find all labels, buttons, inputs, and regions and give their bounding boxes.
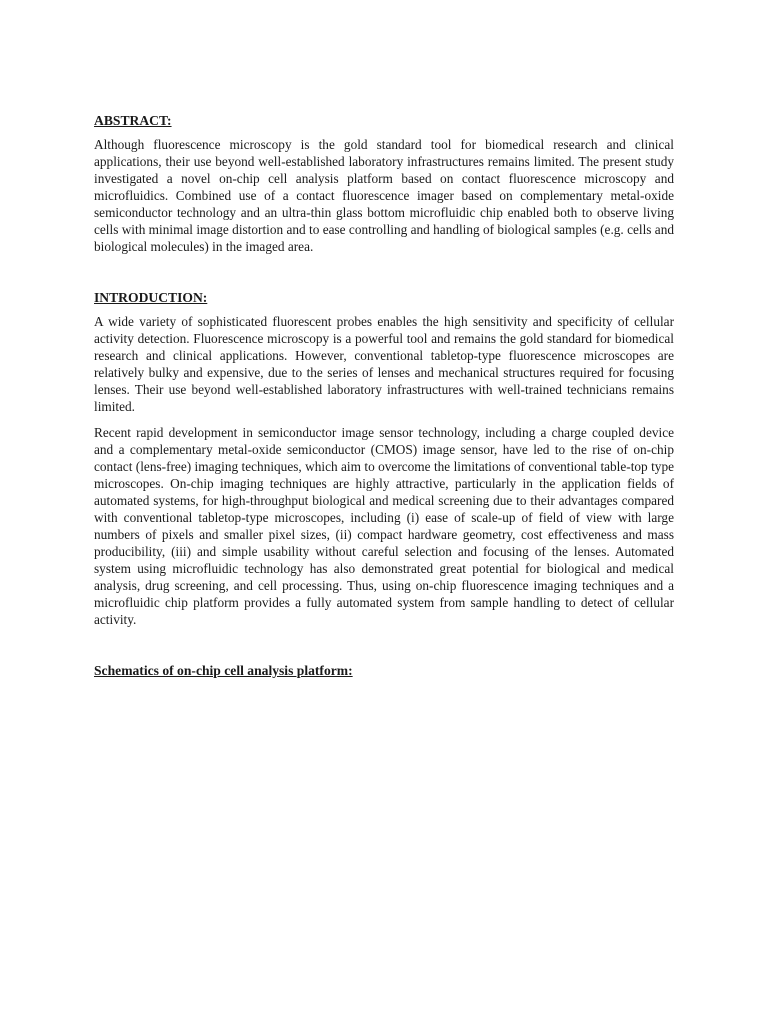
- abstract-paragraph: Although fluorescence microscopy is the gold standard tool for biomedical research and clinical applications, their use beyond well-established laboratory infrastructures remains limited. The present study investigated a novel on-chip cell analysis platform based on contact fluorescence microscopy and microfluidics. Combined use of a contact fluorescence imager based on complementary metal-oxide semiconductor technology and an ultra-thin glass bottom microfluidic chip enabled both to observe living cells with minimal image distortion and to ease controlling and handling of biological samples (e.g. cells and biological molecules) in the imaged area.: [94, 137, 674, 254]
- abstract-section: [94, 112, 674, 255]
- schematics-section: [94, 662, 674, 679]
- introduction-heading: INTRODUCTION:: [94, 290, 208, 305]
- introduction-section: [94, 289, 674, 628]
- schematics-heading: Schematics of on-chip cell analysis platform:: [94, 663, 353, 678]
- introduction-paragraph-1: A wide variety of sophisticated fluorescent probes enables the high sensitivity and specificity of cellular activity detection. Fluorescence microscopy is a powerful tool and remains the gold standard for biomedical research and clinical applications. However, conventional tabletop-type fluorescence microscopes are relatively bulky and expensive, due to the series of lenses and mechanical structures required for focusing lenses. Their use beyond well-established laboratory infrastructures with well-trained technicians remains limited.: [94, 314, 674, 414]
- abstract-heading: ABSTRACT:: [94, 113, 172, 128]
- document-page: [94, 112, 674, 679]
- introduction-paragraph-2: Recent rapid development in semiconductor image sensor technology, including a charge coupled device and a complementary metal-oxide semiconductor (CMOS) image sensor, have led to the rise of on-chip contact (lens-free) imaging techniques, which aim to overcome the limitations of conventional table-top type microscopes. On-chip imaging techniques are highly attractive, particularly in the application fields of automated systems, for high-throughput biological and medical screening due to their advantages compared with conventional tabletop-type microscopes, including (i) ease of scale-up of field of view with large numbers of pixels and smaller pixel sizes, (ii) compact hardware geometry, cost effectiveness and mass producibility, (iii) and simple usability without careful selection and focusing of the lenses. Automated system using microfluidic technology has also demonstrated great potential for biological and medical analysis, drug screening, and cell processing. Thus, using on-chip fluorescence imaging techniques and a microfluidic chip platform provides a fully automated system from sample handling to detect of cellular activity.: [94, 425, 674, 627]
